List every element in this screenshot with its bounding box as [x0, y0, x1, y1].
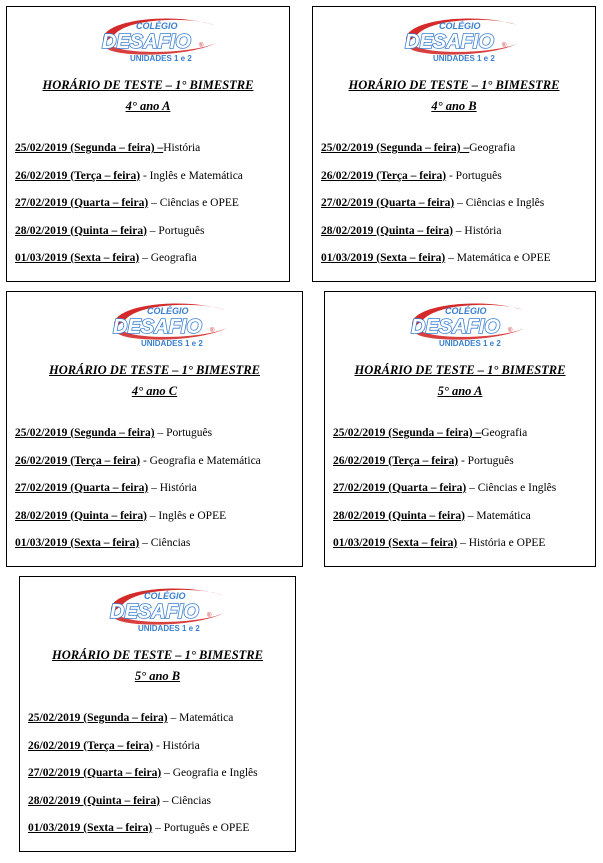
row-date: 27/02/2019 (Quarta – feira) [15, 482, 149, 494]
schedule-row [15, 536, 261, 564]
row-subject: - História [153, 739, 200, 752]
row-date: 27/02/2019 (Quarta – feira) [321, 197, 455, 209]
row-subject: - Geografia e Matemática [140, 454, 261, 467]
row-subject: – Inglês e OPEE [146, 509, 227, 522]
svg-text:COLÉGIO: COLÉGIO [445, 306, 487, 316]
row-subject: – Português [154, 427, 213, 439]
row-subject: – Ciências [139, 537, 191, 549]
schedule-row [333, 454, 556, 482]
row-date: 01/03/2019 (Sexta – feira) [15, 252, 140, 264]
schedule-row [15, 224, 243, 252]
svg-text:®: ® [207, 613, 212, 619]
schedule-list [28, 711, 258, 849]
row-subject: – História e OPEE [457, 537, 546, 549]
row-date: 28/02/2019 (Quinta – feira) [333, 509, 465, 522]
schedule-row [28, 739, 258, 767]
colegio-desafio-logo [85, 298, 235, 350]
schedule-row [15, 196, 243, 224]
row-date: 27/02/2019 (Quarta – feira) [15, 197, 149, 209]
row-subject: – Ciências [159, 794, 212, 807]
svg-text:UNIDADES 1 e 2: UNIDADES 1 e 2 [433, 54, 495, 63]
schedule-row [15, 426, 261, 454]
schedule-row [321, 251, 551, 279]
svg-text:®: ® [502, 43, 507, 49]
logo-graphic [383, 298, 533, 350]
schedule-row [28, 711, 258, 739]
schedule-row [28, 766, 258, 794]
row-date: 01/03/2019 (Sexta – feira) [28, 822, 153, 834]
logo-graphic [85, 298, 235, 350]
schedule-row [321, 196, 551, 224]
row-date: 28/02/2019 (Quinta – feira) [15, 224, 147, 237]
schedule-card-5a [324, 291, 596, 567]
colegio-desafio-logo [377, 13, 527, 65]
card-grade: 5° ano B [134, 669, 181, 683]
row-subject: – Ciências e Inglês [466, 482, 557, 494]
row-subject: Geografia [469, 142, 516, 154]
schedule-row [15, 481, 261, 509]
row-subject: - Português [446, 169, 502, 182]
schedule-row [28, 821, 258, 849]
row-subject: – Matemática [167, 712, 234, 724]
schedule-row [333, 509, 556, 537]
row-subject: Geografia [481, 427, 528, 439]
schedule-row [15, 509, 261, 537]
card-grade: 4° ano A [125, 99, 171, 113]
schedule-list [15, 426, 261, 564]
row-date: 26/02/2019 (Terça – feira) [333, 454, 459, 467]
schedule-row [15, 251, 243, 279]
row-subject: História [163, 142, 201, 154]
row-date: 25/02/2019 (Segunda – feira) – [321, 142, 470, 154]
schedule-row [15, 454, 261, 482]
schedule-card-5b [19, 576, 296, 852]
svg-text:COLÉGIO: COLÉGIO [144, 591, 186, 601]
colegio-desafio-logo [82, 583, 232, 635]
row-subject: – Ciências e Inglês [454, 197, 545, 209]
svg-text:UNIDADES 1 e 2: UNIDADES 1 e 2 [130, 54, 192, 63]
row-date: 28/02/2019 (Quinta – feira) [28, 794, 160, 807]
colegio-desafio-logo [383, 298, 533, 350]
row-date: 26/02/2019 (Terça – feira) [15, 169, 141, 182]
svg-text:UNIDADES 1 e 2: UNIDADES 1 e 2 [439, 339, 501, 348]
row-date: 26/02/2019 (Terça – feira) [321, 169, 447, 182]
schedule-row [333, 426, 556, 454]
row-subject: – História [148, 482, 197, 494]
svg-text:UNIDADES 1 e 2: UNIDADES 1 e 2 [141, 339, 203, 348]
row-subject: – Geografia e Inglês [161, 767, 258, 779]
svg-text:UNIDADES 1 e 2: UNIDADES 1 e 2 [138, 624, 200, 633]
card-grade: 4° ano B [431, 99, 477, 113]
logo-graphic [74, 13, 224, 65]
schedule-list [15, 141, 243, 279]
logo-graphic [82, 583, 232, 635]
row-date: 26/02/2019 (Terça – feira) [15, 454, 141, 467]
card-grade: 4° ano C [131, 384, 178, 398]
svg-text:DESAFIO: DESAFIO [102, 31, 191, 53]
schedule-row [321, 224, 551, 252]
svg-text:COLÉGIO: COLÉGIO [136, 21, 178, 31]
schedule-row [321, 141, 551, 169]
logo-graphic [377, 13, 527, 65]
row-subject: – Geografia [139, 252, 197, 264]
svg-text:DESAFIO: DESAFIO [405, 31, 494, 53]
svg-text:®: ® [199, 43, 204, 49]
row-date: 26/02/2019 (Terça – feira) [28, 739, 154, 752]
schedule-card-4a [6, 6, 290, 282]
schedule-list [321, 141, 551, 279]
row-subject: – Matemática [464, 509, 531, 522]
row-date: 28/02/2019 (Quinta – feira) [15, 509, 147, 522]
row-subject: - Português [458, 454, 514, 467]
row-subject: – História [452, 224, 502, 237]
card-title: HORÁRIO DE TESTE – 1° BIMESTRE [348, 78, 560, 92]
card-title: HORÁRIO DE TESTE – 1° BIMESTRE [52, 648, 263, 662]
row-date: 25/02/2019 (Segunda – feira) [15, 427, 155, 439]
row-subject: – Matemática e OPEE [445, 252, 551, 264]
colegio-desafio-logo [74, 13, 224, 65]
schedule-card-4b [312, 6, 596, 282]
row-date: 25/02/2019 (Segunda – feira) – [333, 427, 482, 439]
schedule-row [15, 141, 243, 169]
card-title: HORÁRIO DE TESTE – 1° BIMESTRE [42, 78, 254, 92]
schedule-row [321, 169, 551, 197]
svg-text:®: ® [508, 328, 513, 334]
card-grade: 5° ano A [437, 384, 483, 398]
svg-text:COLÉGIO: COLÉGIO [439, 21, 481, 31]
row-date: 01/03/2019 (Sexta – feira) [333, 537, 458, 549]
row-date: 25/02/2019 (Segunda – feira) [28, 712, 168, 724]
row-subject: - Inglês e Matemática [140, 169, 243, 182]
row-subject: – Ciências e OPEE [148, 197, 239, 209]
svg-text:DESAFIO: DESAFIO [411, 316, 500, 338]
row-subject: – Português e OPEE [152, 822, 250, 834]
row-date: 27/02/2019 (Quarta – feira) [28, 767, 162, 779]
schedule-row [333, 536, 556, 564]
schedule-row [15, 169, 243, 197]
schedule-list [333, 426, 556, 564]
row-date: 28/02/2019 (Quinta – feira) [321, 224, 453, 237]
svg-text:®: ® [210, 328, 215, 334]
row-date: 27/02/2019 (Quarta – feira) [333, 482, 467, 494]
svg-text:DESAFIO: DESAFIO [113, 316, 202, 338]
row-subject: – Português [146, 224, 205, 237]
row-date: 01/03/2019 (Sexta – feira) [321, 252, 446, 264]
row-date: 01/03/2019 (Sexta – feira) [15, 537, 140, 549]
schedule-row [333, 481, 556, 509]
schedule-row [28, 794, 258, 822]
svg-text:COLÉGIO: COLÉGIO [147, 306, 189, 316]
row-date: 25/02/2019 (Segunda – feira) – [15, 142, 164, 154]
card-title: HORÁRIO DE TESTE – 1° BIMESTRE [49, 363, 260, 377]
schedule-card-4c [6, 291, 303, 567]
card-title: HORÁRIO DE TESTE – 1° BIMESTRE [354, 363, 566, 377]
svg-text:DESAFIO: DESAFIO [110, 601, 199, 623]
